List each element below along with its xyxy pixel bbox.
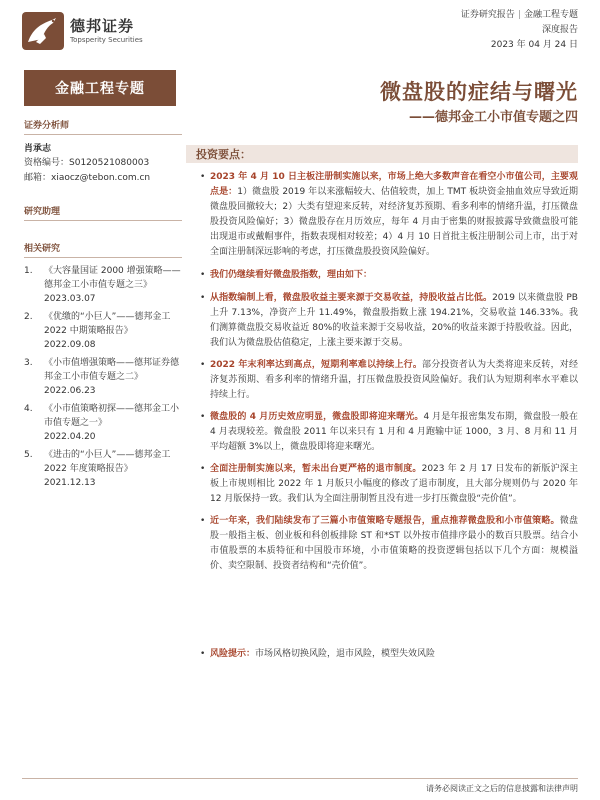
bullet-text: 4 月是年报密集发布期，微盘股一般在 4 月表现较差。微盘股 2011 年以来只有 1 月和 4 月跑输中证 1000，3 月、8 月和 11 月平均超额 3%以上，微盘股即将迎来曙光。	[210, 412, 579, 452]
bullet-highlight: 我们仍继续看好微盘股指数，理由如下：	[210, 270, 373, 280]
sidebar	[24, 118, 182, 494]
bullet-paragraph	[200, 358, 578, 403]
bird-logo-icon	[22, 12, 64, 50]
investment-highlights-body	[200, 170, 578, 574]
report-date: 2023 年 04 月 24 日	[490, 40, 578, 50]
related-item[interactable]	[24, 310, 182, 352]
bullet-text: 2023 年 2 月 17 日发布的新版沪深主板上市规则相比 2022 年 1 月版只小幅度的修改了退市制度，且大部分规则仍与 2020 年 12 月版保持一致。我们认为全面注册制暂且没有进一步打压微盘股“壳价值”。	[210, 464, 578, 504]
risk-text: 市场风格切换风险，退市风险，模型失效风险	[255, 649, 436, 659]
related-item[interactable]	[24, 448, 182, 490]
bullet-paragraph	[200, 514, 578, 574]
risk-warning	[200, 647, 578, 662]
email-address[interactable]: xiaocz@tebon.com.cn	[51, 173, 151, 183]
footer-disclaimer: 请务必阅读正文之后的信息披露和法律声明	[426, 784, 578, 793]
related-item-title: 《小市值策略初探——德邦金工小市值专题之一》	[44, 404, 180, 428]
related-item[interactable]	[24, 402, 182, 444]
page-header	[22, 8, 578, 64]
bullet-text: 部分投资者认为大类将迎来反转，对经济复苏预期、看多利率的情绪升温，打压微盘股投资风险偏好。我们认为短期利率水平难以持续上行。	[210, 360, 578, 400]
related-item-date: 2022.06.23	[44, 386, 96, 396]
bullet-text: 2019 以来微盘股 PB 上升 7.13%，净资产上升 11.49%，微盘股指数上涨 194.21%，交易收益 146.33%。我们测算微盘股交易收益近 80%的收益来源于交易收益，20%的收益来源于持股收益。因此，我们认为微盘股估值稳定，上涨主要来源于交易。	[210, 293, 578, 348]
report-depth: 深度报告	[541, 25, 578, 35]
bullet-highlight: 全面注册制实施以来，暂未出台更严格的退市制度。	[210, 464, 422, 474]
email-label: 邮箱：	[24, 173, 52, 183]
report-series: 金融工程专题	[523, 10, 578, 20]
related-item-date: 2022.04.20	[44, 432, 96, 442]
related-item-number: 4.	[24, 404, 33, 414]
related-item-date: 2023.03.07	[44, 294, 96, 304]
related-item-number: 3.	[24, 358, 33, 368]
bullet-paragraph	[200, 170, 578, 260]
email-line	[24, 171, 182, 186]
related-research-heading: 相关研究	[24, 241, 182, 258]
logo-english-name: Topsperity Securities	[70, 36, 143, 44]
page-title: 微盘股的症结与曙光	[380, 80, 578, 104]
report-type: 证券研究报告	[460, 10, 515, 20]
category-box: 金融工程专题	[24, 70, 176, 106]
related-item-date: 2022.09.08	[44, 340, 96, 350]
bullet-paragraph	[200, 462, 578, 507]
bullet-paragraph	[200, 268, 578, 283]
related-item-title: 《大容量国证 2000 增强策略——德邦金工小市值专题之三》	[44, 266, 181, 290]
bullet-text: 微盘股一般指主板、创业板和科创板排除 ST 和*ST 以外按市值排序最小的数百只股票。结合小市值股票的本质特征和中国股市环境，小市值策略的投资逻辑包括以下几个方面：规模溢价、卖空限制、投资者结构和“壳价值”。	[210, 516, 578, 571]
page-subtitle: ——德邦金工小市值专题之四	[408, 110, 578, 125]
related-item-title: 《优缴的“小巨人”——德邦金工 2022 中期策略报告》	[44, 312, 171, 336]
analyst-heading: 证券分析师	[24, 118, 182, 135]
bullet-paragraph	[200, 291, 578, 351]
related-item-number: 2.	[24, 312, 33, 322]
related-research-list	[24, 264, 182, 490]
footer-divider	[22, 778, 578, 779]
related-item-number: 1.	[24, 266, 33, 276]
related-item-number: 5.	[24, 450, 33, 460]
bullet-highlight: 近一年来，我们陆续发布了三篇小市值策略专题报告，重点推荐微盘股和小市值策略。	[210, 516, 560, 526]
related-item-date: 2021.12.13	[44, 478, 96, 488]
investment-highlights-heading: 投资要点：	[186, 145, 578, 163]
analyst-name: 肖承志	[24, 144, 52, 154]
bullet-text: 1）微盘股 2019 年以来涨幅较大、估值较贵，加上 TMT 板块资金抽血效应导致近期微盘股回撤较大；2）大类有望迎来反转，对经济复苏预期、看多利率的情绪升温，打压微盘股投资风险偏好；3）微盘股存在月历效应，每年 4 月由于密集的财报披露导致微盘股可能出现退市或戴帽事件，指数表现相对较差；4）4 月 10 日首批主板注册制公司上市，出于对全面注册制深远影响的考虑，打压微盘股投资风险偏好。	[210, 187, 578, 257]
logo-chinese-name: 德邦证券	[70, 17, 135, 35]
related-item-title: 《进击的“小巨人”——德邦金工 2022 年度策略报告》	[44, 450, 171, 474]
bullet-highlight: 微盘股的 4 月历史效应明显，微盘股即将迎来曙光。	[210, 412, 424, 422]
company-logo	[22, 12, 143, 50]
risk-label: 风险提示：	[210, 649, 256, 659]
bullet-highlight: 2022 年末利率达到高点，短期利率难以持续上行。	[210, 360, 423, 370]
header-meta: 证券研究报告 | 金融工程专题 深度报告 2023 年 04 月 24 日	[461, 8, 578, 53]
qualification-line	[24, 156, 182, 171]
research-assistant-heading: 研究助理	[24, 204, 182, 221]
related-item[interactable]	[24, 264, 182, 306]
bullet-highlight: 从指数编制上看，微盘股收益主要来源于交易收益，持股收益占比低。	[210, 293, 493, 303]
related-item-title: 《小市值增强策略——德邦证券德邦金工小市值专题之二》	[44, 358, 180, 382]
related-item[interactable]	[24, 356, 182, 398]
bullet-paragraph	[200, 410, 578, 455]
qualification-number: S0120521080003	[69, 158, 150, 168]
bullet-highlight: 2023 年 4 月 10 日主板注册制实施以来，市场上绝大多数声音在看空小市值公司，主要观点是：	[210, 172, 578, 197]
title-area	[186, 78, 578, 128]
qualification-label: 资格编号：	[24, 158, 70, 168]
